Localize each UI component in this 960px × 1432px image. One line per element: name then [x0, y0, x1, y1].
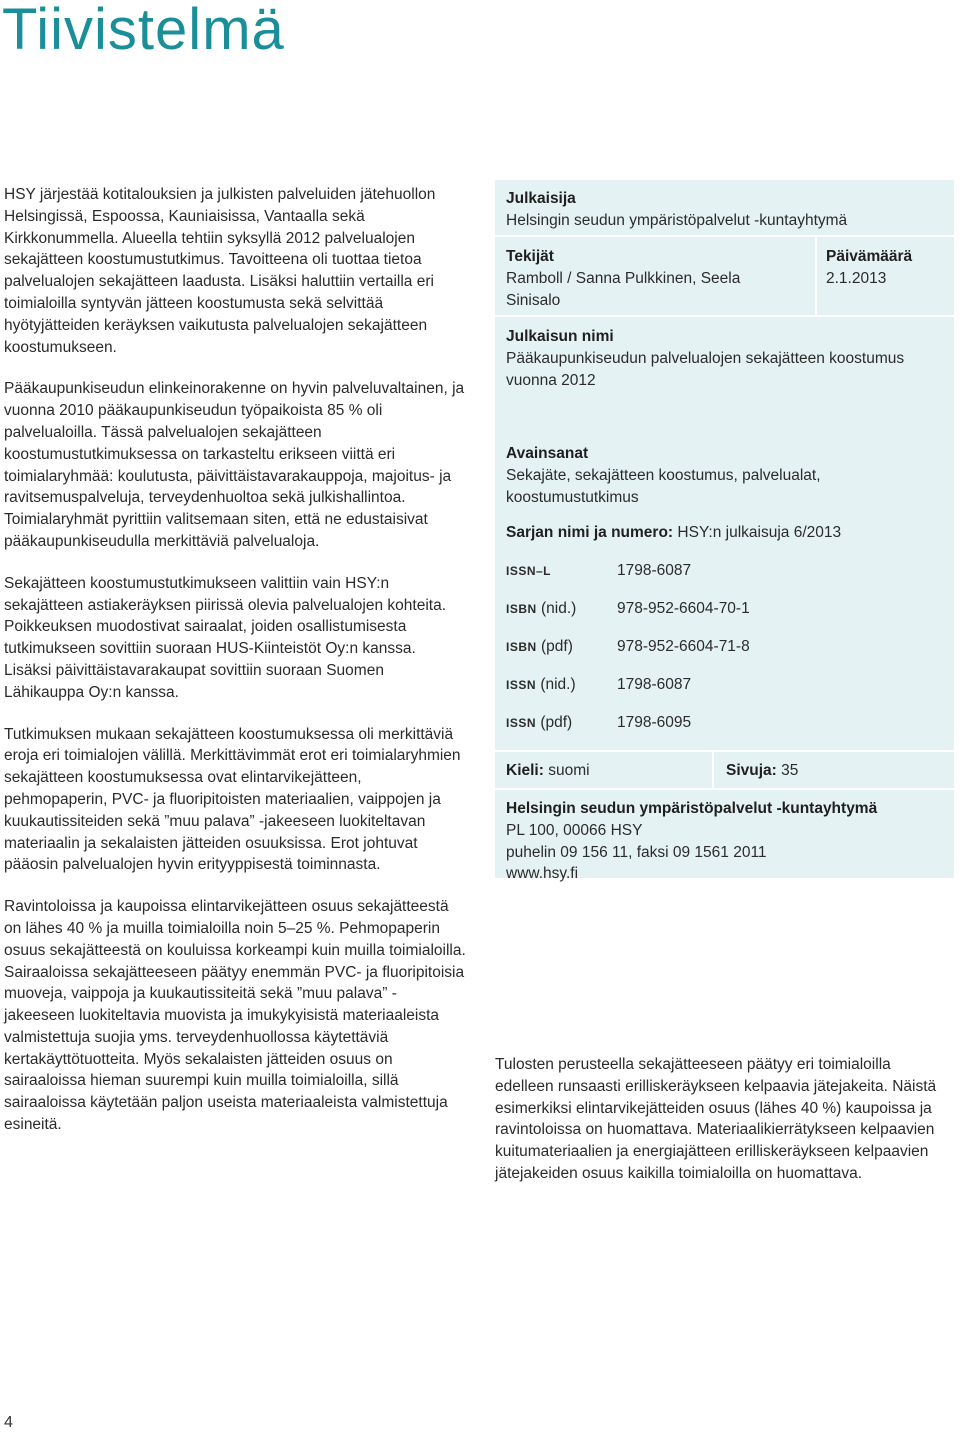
divider [495, 750, 954, 752]
keywords-value: Sekajäte, sekajätteen koostumus, palvelualat, koostumustutkimus [506, 466, 821, 506]
language-value: suomi [548, 762, 590, 779]
divider [495, 235, 954, 237]
identifier-value: 1798-6087 [617, 676, 692, 693]
organisation-website: www.hsy.fi [506, 865, 579, 883]
identifier-code: ISSN–L [506, 564, 552, 578]
date-label: Päivämäärä [826, 248, 913, 265]
authors-value: Ramboll / Sanna Pulkkinen, Seela Sinisalo [506, 269, 741, 309]
identifier-row [506, 674, 954, 696]
organisation-name: Helsingin seudun ympäristöpalvelut -kuntayhtymä [506, 800, 878, 817]
publication-name-value: Pääkaupunkiseudun palvelualojen sekajätteen koostumus vuonna 2012 [506, 349, 905, 389]
identifier-value: 978-952-6604-70-1 [617, 600, 750, 617]
identifier-row [506, 636, 954, 658]
divider [495, 315, 954, 317]
paragraph: Pääkaupunkiseudun elinkeinorakenne on hyvin palveluvaltainen, ja vuonna 2010 pääkaupunkiseudun työpaikoista 85 % oli palvelualoilla. Tässä palvelualojen sekajätteen koostumustutkimuksessa on tarkasteltu erikseen viittä eri toimialaryhmää: koulutusta, päivittäistavarakauppoja, majoitus- ja ravitsemuspalveluja, terveydenhuoltoa sekä julkishallintoa. Toimialaryhmät pyrittiin valitsemaan siten, että ne edustaisivat pääkaupunkiseudulla merkittäviä palvelualoja. [4, 380, 465, 550]
page-title: Tiivistelmä [2, 0, 285, 62]
organisation-contact [506, 798, 954, 885]
authors-label: Tekijät [506, 248, 554, 265]
identifier-suffix: (pdf) [540, 638, 573, 655]
organisation-phone: puhelin 09 156 11, faksi 09 1561 2011 [506, 843, 767, 861]
pages-value: 35 [781, 762, 799, 779]
organisation-address: PL 100, 00066 HSY [506, 821, 643, 839]
identifier-suffix: (nid.) [540, 600, 577, 617]
divider [495, 788, 954, 790]
series-value: HSY:n julkaisuja 6/2013 [677, 524, 842, 541]
identifier-value: 1798-6087 [617, 562, 692, 579]
identifier-value: 978-952-6604-71-8 [617, 638, 750, 655]
identifier-value: 1798-6095 [617, 714, 692, 731]
date-value: 2.1.2013 [826, 269, 887, 287]
identifier-code: ISBN [506, 640, 537, 654]
identifier-suffix: (pdf) [540, 714, 573, 731]
publisher-value: Helsingin seudun ympäristöpalvelut -kuntayhtymä [506, 211, 848, 229]
pages-label: Sivuja: [726, 762, 777, 779]
divider [815, 235, 817, 315]
keywords-label: Avainsanat [506, 445, 589, 462]
paragraph: HSY järjestää kotitalouksien ja julkisten palveluiden jätehuollon Helsingissä, Espoossa, Kauniaisissa, Vantaalla sekä Kirkkonummella. Alueella tehtiin syksyllä 2012 palvelualojen sekajätteen koostumustutkimus. Tavoitteena oli tuottaa tietoa palvelualojen sekajätteen laadusta. Lisäksi haluttiin vertailla eri toimialoilla syntyvän jätteen koostumusta sekä selvittää hyötyjätteiden keräyksen vaikutusta palvelualojen sekajätteen koostumukseen. [4, 186, 436, 356]
conclusion-paragraph: Tulosten perusteella sekajätteeseen päätyy eri toimialoilla edelleen runsaasti erilliskeräykseen kelpaavia jätejakeita. Näistä esimerkiksi elintarvikejätteiden osuus (lähes 40 %) kaupoissa ja ravintoloissa on huomattava. Materiaalikierrätykseen kelpaavien kuitumateriaalien ja energiajätteen erilliskeräykseen kelpaavien jätejakeiden osuus kaikilla toimialoilla on huomattava. [495, 1056, 937, 1182]
summary-body [4, 184, 466, 1156]
identifier-code: ISSN [506, 716, 537, 730]
page-number: 4 [4, 1414, 13, 1431]
publication-name-label: Julkaisun nimi [506, 328, 614, 345]
identifier-row [506, 712, 954, 734]
language-label: Kieli: [506, 762, 544, 779]
identifier-code: ISSN [506, 678, 537, 692]
paragraph: Ravintoloissa ja kaupoissa elintarvikejätteen osuus sekajätteestä on lähes 40 % ja muilla toimialoilla noin 5–25 %. Pehmopaperin osuus sekajätteestä on kouluissa korkeampi kuin muilla toimialoilla. Sairaaloissa sekajätteeseen päätyy enemmän PVC- ja fluoripitoisia muoveja, vaippoja ja kuukautissiteitä sekä ”muu palava” -jakeeseen luokiteltavia muovista ja imukykyisistä materiaaleista valmistettuja suojia yms. terveydenhuollossa käytettäviä kertakäyttötuotteita. Myös sekalaisten jätteiden osuus on sairaaloissa hieman suurempi kuin muilla toimialoilla, sillä sairaaloissa käytetään paljon useista materiaaleista valmistettuja esineitä. [4, 898, 466, 1134]
paragraph: Sekajätteen koostumustutkimukseen valittiin vain HSY:n sekajätteen astiakeräyksen piirissä olevia palvelualojen kohteita. Poikkeuksen muodostivat sairaalat, joiden osallistumisesta tutkimukseen sovittiin suoraan HUS-Kiinteistöt Oy:n kanssa. Lisäksi päivittäistavarakaupat sovittiin suoraan Suomen Lähikauppa Oy:n kanssa. [4, 574, 447, 701]
paragraph: Tutkimuksen mukaan sekajätteen koostumuksessa oli merkittäviä eroja eri toimialojen välillä. Merkittävimmät erot eri toimialaryhmien sekajätteen koostumuksessa ovat elintarvikejätteen, pehmopaperin, PVC- ja fluoripitoisten materiaalien, vaippojen ja kuukautissiteiden sekä ”muu palava” -jakeeseen luokiteltavan materiaalin ja sekalaisten jätteiden osuuksissa. Erot johtuvat pääosin palvelualojen hyvin erityyppisestä toiminnasta. [4, 725, 461, 874]
identifier-code: ISBN [506, 602, 537, 616]
publisher-label: Julkaisija [506, 190, 576, 207]
series-label: Sarjan nimi ja numero: [506, 524, 674, 541]
identifier-suffix: (nid.) [540, 676, 576, 693]
identifier-row [506, 560, 954, 582]
publication-info-box [495, 180, 954, 883]
identifier-row [506, 598, 954, 620]
